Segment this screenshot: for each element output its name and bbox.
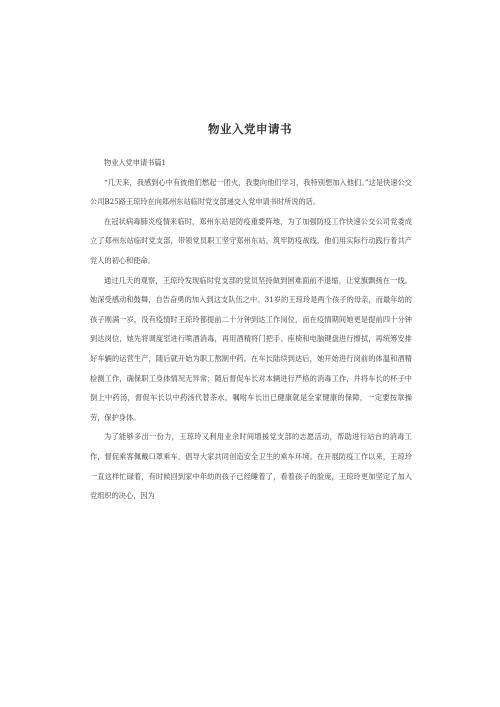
body-paragraph: 在冠状病毒肺炎疫情来临时，郑州东站是防疫重要阵地，为了加强防疫工作快速公交公司党委成立了郑州东站临时党支部，带领党员职工坚守郑州东站，筑牢防疫战线，他们用实际行动践行着共产党人的初心和使命。 xyxy=(90,216,412,265)
body-paragraph: 通过几天的观察，王琼玲发现临时党支部的党员坚持做到困难面前不退缩，让党旗飘扬在一线。她深受感动和鼓舞，自告奋勇的加入到这支队伍之中。31岁的王琼玲是两个孩子的母亲，而最年幼的孩子刚满一岁，没有疫情时王琼玲都提前二十分钟到达工作岗位，而在疫情期间她更是提前四十分钟到达岗位，她先将调度室进行喷酒消毒，再用酒精将门把手、座椅和电脑键盘进行擦拭，再统筹安排好车辆的运营生产，随后就开始为职工熬制中药。在车长陆续到达后，她开始进行岗前的体温和酒精检测工作，确保职工身体情况无异常；随后督促车长对本辆进行严格的消毒工作，并将车长的杯子中倒上中药汤，督促车长以中药汤代替茶水，嘱咐车长出已健康就是全家健康的保障，一定要按章操劳，保护身体。 xyxy=(90,275,412,422)
section-heading: 物业入党申请书篇1 xyxy=(104,158,167,167)
document-body xyxy=(90,153,412,506)
body-paragraph: “几天来，我感到心中有彼他们燃起一团火，我要向他们学习，我特别想加入他们。”这是快速公交公司B25路王琼玲在向郑州东站临时党支部递交入党申请书时所说的话。 xyxy=(90,177,412,207)
document-title: 物业入党申请书 xyxy=(208,122,292,136)
body-paragraph: 为了能够多出一份力，王琼玲又利用业余时间增援党支部的志愿活动，帮助进行站台的消毒工作，督促乘客佩戴口罩乘车，倡导大家共同创造安全卫生的乘车环境。在开展防疫工作以来，王琼玲一直这样忙碌着，有时候回到家中年幼的孩子已经睡着了，看着孩子的脸庞，王琼玲更加坚定了加入党组织的决心，因为 xyxy=(90,432,412,501)
